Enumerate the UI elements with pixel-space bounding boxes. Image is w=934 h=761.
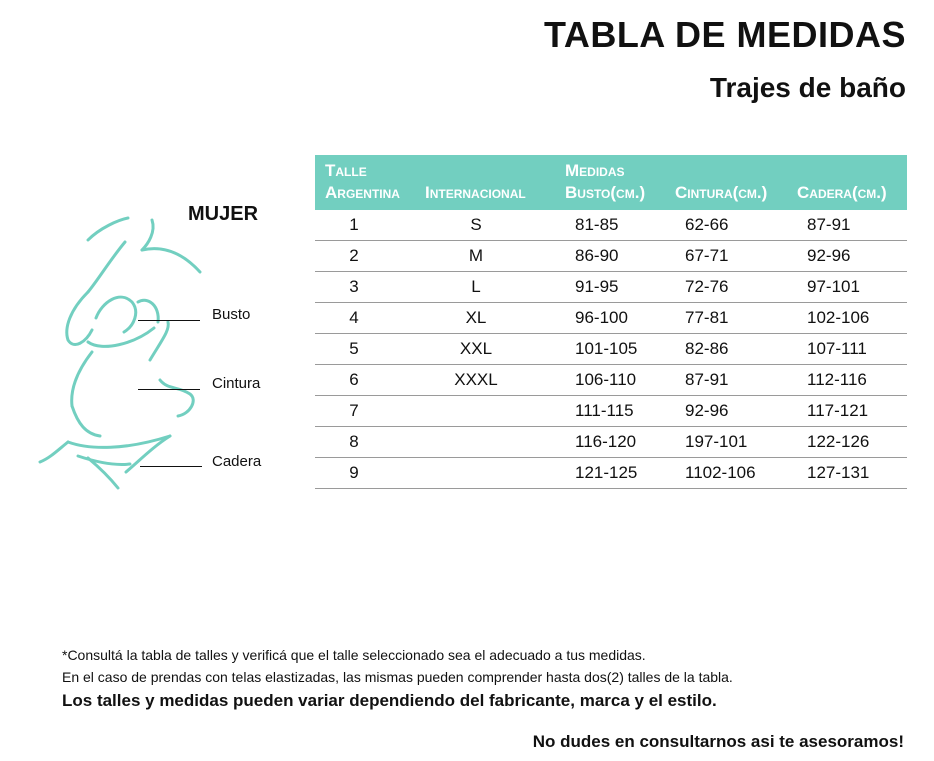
cell-cintura: 197-101 (665, 427, 787, 458)
cell-cadera: 127-131 (787, 458, 907, 489)
header-empty (415, 155, 555, 182)
cintura-leader-line (138, 389, 200, 390)
closing-message: No dudes en consultarnos asi te asesoramos! (532, 732, 904, 751)
notes-block (62, 644, 922, 714)
cell-argentina: 1 (315, 210, 415, 241)
cadera-label: Cadera (212, 453, 262, 470)
table-row (315, 427, 907, 458)
cell-internacional (415, 396, 555, 427)
cell-busto: 91-95 (555, 272, 665, 303)
cell-argentina: 9 (315, 458, 415, 489)
cell-cintura: 92-96 (665, 396, 787, 427)
table-row (315, 365, 907, 396)
cell-cadera: 122-126 (787, 427, 907, 458)
cell-cadera: 92-96 (787, 241, 907, 272)
cell-internacional (415, 427, 555, 458)
cell-cintura: 62-66 (665, 210, 787, 241)
cell-cadera: 107-111 (787, 334, 907, 365)
cell-cadera: 97-101 (787, 272, 907, 303)
page-title: TABLA DE MEDIDAS (544, 14, 906, 55)
cell-internacional: XL (415, 303, 555, 334)
cell-argentina: 6 (315, 365, 415, 396)
cell-argentina: 2 (315, 241, 415, 272)
cell-busto: 96-100 (555, 303, 665, 334)
cell-internacional: XXL (415, 334, 555, 365)
table-row (315, 272, 907, 303)
cell-busto: 81-85 (555, 210, 665, 241)
cell-busto: 106-110 (555, 365, 665, 396)
header-empty (787, 155, 907, 182)
cell-cadera: 112-116 (787, 365, 907, 396)
cell-busto: 121-125 (555, 458, 665, 489)
cell-busto: 101-105 (555, 334, 665, 365)
header-talle: Talle (315, 155, 415, 182)
table-group-header-row (315, 155, 907, 182)
table-row (315, 210, 907, 241)
cell-internacional: S (415, 210, 555, 241)
table-column-header-row (315, 182, 907, 210)
cintura-label: Cintura (212, 375, 261, 392)
cell-busto: 86-90 (555, 241, 665, 272)
cell-cintura: 82-86 (665, 334, 787, 365)
cell-internacional: XXXL (415, 365, 555, 396)
cell-argentina: 7 (315, 396, 415, 427)
note-line-3: Los talles y medidas pueden variar dependiendo del fabricante, marca y el estilo. (62, 691, 717, 710)
cell-busto: 116-120 (555, 427, 665, 458)
cell-argentina: 5 (315, 334, 415, 365)
cell-internacional: L (415, 272, 555, 303)
header-internacional: Internacional (415, 182, 555, 210)
cell-argentina: 3 (315, 272, 415, 303)
busto-label: Busto (212, 306, 251, 323)
cell-cadera: 117-121 (787, 396, 907, 427)
header-medidas: Medidas (555, 155, 665, 182)
cell-cintura: 67-71 (665, 241, 787, 272)
header-busto: Busto(cm.) (555, 182, 665, 210)
figure-heading: MUJER (188, 203, 259, 225)
header-argentina: Argentina (315, 182, 415, 210)
cell-cintura: 87-91 (665, 365, 787, 396)
size-table (315, 155, 907, 489)
cell-internacional: M (415, 241, 555, 272)
cell-internacional (415, 458, 555, 489)
cell-busto: 111-115 (555, 396, 665, 427)
cell-argentina: 8 (315, 427, 415, 458)
header-cintura: Cintura(cm.) (665, 182, 787, 210)
table-row (315, 303, 907, 334)
header-cadera: Cadera(cm.) (787, 182, 907, 210)
note-line-1: *Consultá la tabla de talles y verificá que el talle seleccionado sea el adecuado a tus medidas. (62, 647, 646, 663)
cell-cintura: 77-81 (665, 303, 787, 334)
busto-leader-line (138, 320, 200, 321)
table-row (315, 241, 907, 272)
cell-argentina: 4 (315, 303, 415, 334)
table-row (315, 396, 907, 427)
table-row (315, 458, 907, 489)
cell-cadera: 102-106 (787, 303, 907, 334)
note-line-2: En el caso de prendas con telas elastizadas, las mismas pueden comprender hasta dos(2) talles de la tabla. (62, 669, 733, 685)
page-subtitle: Trajes de baño (709, 72, 906, 103)
body-outline-illustration (30, 210, 220, 500)
cadera-leader-line (140, 466, 202, 467)
cell-cintura: 72-76 (665, 272, 787, 303)
table-row (315, 334, 907, 365)
cell-cadera: 87-91 (787, 210, 907, 241)
header-empty (665, 155, 787, 182)
cell-cintura: 1102-106 (665, 458, 787, 489)
